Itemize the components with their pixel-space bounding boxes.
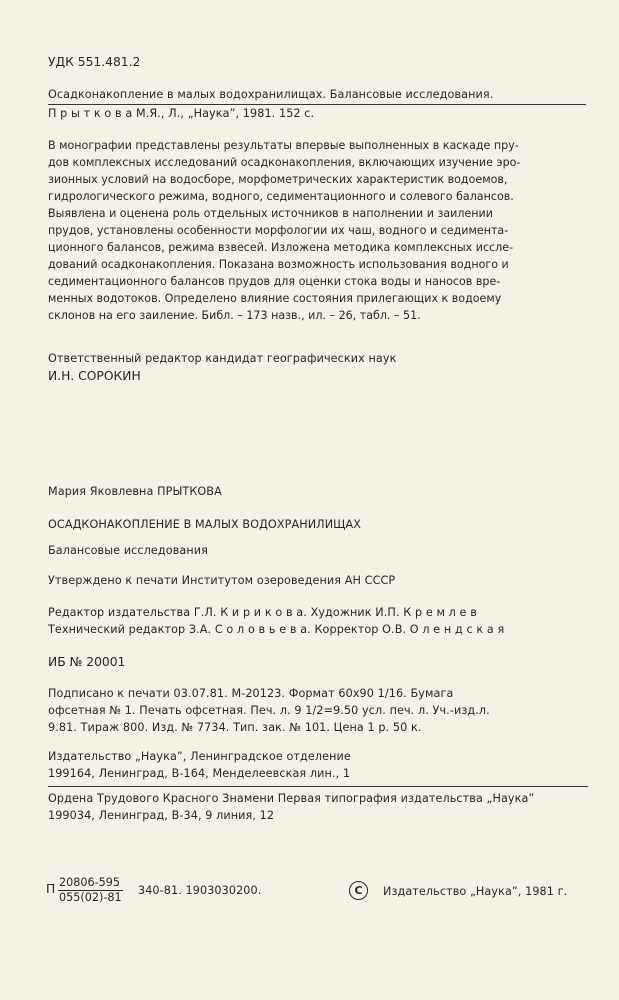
fraction-numerator: 20806-595 [58, 876, 123, 891]
footer-code: 340-81. 1903030200. [138, 884, 262, 897]
abstract-line: дований осадконакопления. Показана возможность использования водного и [48, 258, 509, 271]
abstract-line: гидрологического режима, водного, седиментационного и солевого балансов. [48, 190, 514, 203]
print-details-line: Подписано к печати 03.07.81. М-20123. Формат 60х90 1/16. Бумага [48, 687, 454, 700]
abstract-line: склонов на его заиление. Библ. – 173 назв., ил. – 26, табл. – 51. [48, 309, 421, 322]
copyright-icon: C [349, 881, 368, 900]
abstract-line: дов комплексных исследований осадконакопления, включающих изучение эро- [48, 156, 521, 169]
book-subtitle: Балансовые исследования [48, 544, 208, 557]
editors-line: Технический редактор З.А. С о л о в ь е в а. Корректор О.В. О л е н д с к а я [48, 623, 505, 636]
fraction-denominator: 055(02)-81 [59, 891, 122, 904]
abstract-line: Выявлена и оценена роль отдельных источников в наполнении и заилении [48, 207, 493, 220]
abstract-line: зионных условий на водосборе, морфометрических характеристик водоемов, [48, 173, 508, 186]
footer-p-letter: П [46, 882, 56, 896]
editors-line: Редактор издательства Г.Л. К и р и к о в а. Художник И.П. К р е м л е в [48, 606, 477, 619]
udk-code: УДК 551.481.2 [48, 55, 141, 69]
abstract-line: В монографии представлены результаты впервые выполненных в каскаде пру- [48, 139, 519, 152]
abstract-line: седиментационного балансов прудов для оценки стока воды и наносов вре- [48, 275, 501, 288]
book-title: ОСАДКОНАКОПЛЕНИЕ В МАЛЫХ ВОДОХРАНИЛИЩАХ [48, 518, 362, 531]
bibliographic-author: П р ы т к о в а М.Я., Л., „Наука”, 1981. 152 с. [48, 107, 315, 120]
author-name: Мария Яковлевна ПРЫТКОВА [48, 485, 222, 498]
copyright-text: Издательство „Наука”, 1981 г. [383, 885, 568, 898]
bibliographic-rule [48, 104, 586, 105]
abstract-line: прудов, установлены особенности морфологии их чаш, водного и седимента- [48, 224, 509, 237]
bibliographic-title: Осадконакопление в малых водохранилищах. Балансовые исследования. [48, 88, 494, 101]
abstract-line: ционного балансов, режима взвесей. Изложена методика комплексных иссле- [48, 241, 514, 254]
print-details-line: 9.81. Тираж 800. Изд. № 7734. Тип. зак. № 101. Цена 1 р. 50 к. [48, 721, 422, 734]
approved-line: Утверждено к печати Институтом озероведения АН СССР [48, 574, 396, 587]
publisher-line: Издательство „Наука”, Ленинградское отделение [48, 750, 351, 763]
footer-fraction [58, 876, 123, 905]
responsible-editor-label: Ответственный редактор кандидат географических наук [48, 352, 397, 365]
publisher-line: 199164, Ленинград, В-164, Менделеевская лин., 1 [48, 767, 351, 780]
colophon-rule [48, 786, 588, 787]
printer-line: 199034, Ленинград, В-34, 9 линия, 12 [48, 809, 275, 822]
print-details-line: офсетная № 1. Печать офсетная. Печ. л. 9 1/2=9.50 усл. печ. л. Уч.-изд.л. [48, 704, 490, 717]
abstract-line: менных водотоков. Определено влияние состояния прилегающих к водоему [48, 292, 502, 305]
responsible-editor-name: И.Н. СОРОКИН [48, 369, 141, 383]
printer-line: Ордена Трудового Красного Знамени Первая типография издательства „Наука” [48, 792, 535, 805]
ib-number: ИБ № 20001 [48, 655, 126, 669]
